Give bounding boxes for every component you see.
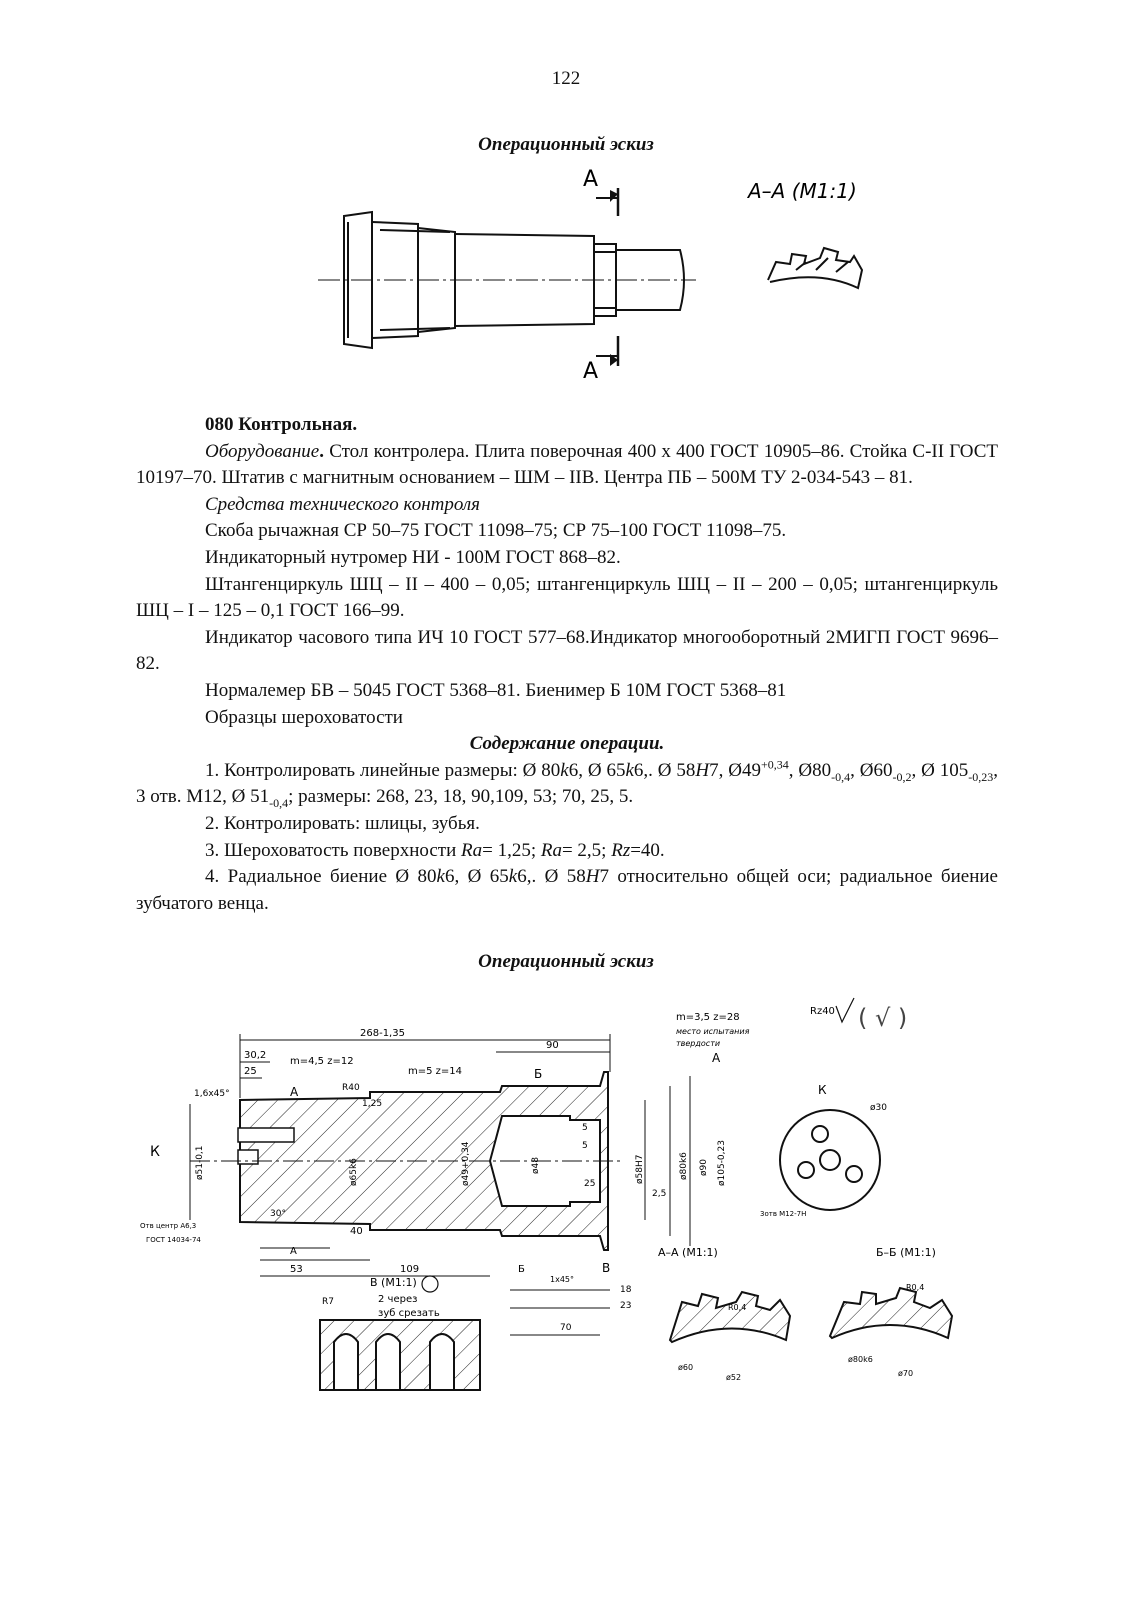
sketch-caption-top: Операционный эскиз <box>478 134 654 155</box>
dim-d58: ø58H7 <box>635 1154 645 1184</box>
dim-d80: ø80k6 <box>679 1152 689 1180</box>
dim-d49: ø49+0,34 <box>461 1141 471 1186</box>
equipment-label: Оборудование <box>205 440 320 462</box>
page-number: 122 <box>551 68 581 89</box>
dim-d65: ø65k6 <box>349 1158 359 1186</box>
svg-text:А: А <box>290 1246 297 1257</box>
svg-text:R40: R40 <box>342 1083 360 1093</box>
operation-item-2: 2. Контролировать: шлицы, зубья. <box>205 812 480 834</box>
operation-title: 080 Контрольная. <box>205 414 358 435</box>
svg-text:5: 5 <box>582 1141 588 1151</box>
svg-text:Б: Б <box>534 1067 543 1081</box>
dim-d90: ø90 <box>699 1159 709 1176</box>
svg-text:5: 5 <box>582 1123 588 1133</box>
svg-text:R0,4: R0,4 <box>728 1303 747 1312</box>
equipment-paragraph: Оборудование. Стол контролера. Плита поверочная 400 х 400 ГОСТ 10905–86. Стойка С-II ГОСТ 10197–70. Штатив с магнитным основанием – ШМ – IIВ. Центра ПБ – 500М ТУ 2-034-543 – 81. <box>136 440 998 489</box>
operation-item-3: 3. Шероховатость поверхности Ra= 1,25; Ra= 2,5; Rz=40. <box>205 839 665 861</box>
svg-text:1,25: 1,25 <box>362 1099 383 1109</box>
gear-spec-1: m=4,5 z=12 <box>290 1056 354 1067</box>
svg-text:30°: 30° <box>270 1209 286 1219</box>
content-heading: Содержание операции. <box>469 733 665 755</box>
view-k-label: К <box>150 1144 160 1160</box>
operation-item-4: 4. Радиальное биение Ø 80k6, Ø 65k6,. Ø 58H7 относительно общей оси; радиальное биение зубчатого венца. <box>136 866 998 914</box>
top-operation-sketch <box>300 158 880 390</box>
control-means-item: Индикатор часового типа ИЧ 10 ГОСТ 577–68.Индикатор многооборотный 2МИГП ГОСТ 9696–82. <box>136 626 998 675</box>
control-means-item: Образцы шероховатости <box>205 706 403 728</box>
control-means-item: Скоба рычажная СР 50–75 ГОСТ 11098–75; СР 75–100 ГОСТ 11098–75. <box>205 520 787 542</box>
svg-text:А: А <box>712 1051 721 1065</box>
svg-text:23: 23 <box>620 1301 632 1311</box>
svg-text:70: 70 <box>560 1323 572 1333</box>
note-cut-1: 2 через <box>378 1294 418 1305</box>
control-means-item: Штангенциркуль ШЦ – II – 400 – 0,05; штангенциркуль ШЦ – II – 200 – 0,05; штангенциркуль ШЦ – I – 125 – 0,1 ГОСТ 166–99. <box>136 573 998 622</box>
note-hardness-2: твердости <box>676 1039 721 1048</box>
note-hardness-1: место испытания <box>676 1027 750 1036</box>
svg-text:1х45°: 1х45° <box>550 1275 575 1284</box>
dim-d48: ø48 <box>531 1157 541 1174</box>
svg-text:18: 18 <box>620 1285 632 1295</box>
svg-text:ø52: ø52 <box>726 1373 742 1382</box>
svg-text:ø80k6: ø80k6 <box>848 1355 873 1364</box>
operation-description <box>136 412 998 917</box>
svg-text:53: 53 <box>290 1264 303 1275</box>
svg-text:R0,4: R0,4 <box>906 1283 925 1292</box>
svg-text:К: К <box>818 1083 827 1097</box>
svg-text:109: 109 <box>400 1264 420 1275</box>
svg-text:2,5: 2,5 <box>652 1189 667 1199</box>
sketch-caption-bottom: Операционный эскиз <box>478 951 654 972</box>
svg-text:Б: Б <box>518 1264 525 1275</box>
dim-d51: ø51-0,1 <box>195 1145 205 1180</box>
gear-spec-3: m=3,5 z=28 <box>676 1012 740 1023</box>
operation-item-1: 1. Контролировать линейные размеры: Ø 80k6, Ø 65k6,. Ø 58H7, $Ø49^{+0,34}$, $Ø80_{-0,4}$, $Ø60_{-0,2}$, Ø $105_{-0,23}$, 3 отв. М12, Ø $51_{-0,4}$; размеры: 268, 23, 18, 90,109, 53; 70, 25, 5. <box>136 757 998 811</box>
center-hole-note-1: Отв центр А6,3 <box>140 1222 197 1230</box>
equipment-text: Стол контролера. Плита поверочная 400 х 400 ГОСТ 10905–86. Стойка С-II ГОСТ 10197–70. Штатив с магнитным основанием – ШМ – IIВ. Центра ПБ – 500М ТУ 2-034-543 – 81. <box>136 440 998 489</box>
roughness-rz40: Rz40 <box>810 1006 835 1017</box>
dim-268: 268-1,35 <box>360 1028 405 1039</box>
dim-30-2: 30,2 <box>244 1050 267 1061</box>
svg-text:ø70: ø70 <box>898 1369 914 1378</box>
svg-text:ø30: ø30 <box>870 1103 887 1113</box>
center-hole-note-2: ГОСТ 14034-74 <box>146 1236 201 1244</box>
bottom-technical-drawing <box>130 990 1010 1440</box>
threads-note: 3отв М12-7Н <box>760 1210 807 1218</box>
svg-text:25: 25 <box>584 1179 596 1189</box>
dim-90: 90 <box>546 1040 559 1051</box>
control-means-item: Нормалемер БВ – 5045 ГОСТ 5368–81. Биенимер Б 10М ГОСТ 5368–81 <box>205 679 787 701</box>
svg-text:В: В <box>602 1261 611 1275</box>
section-aa-title: А–А (М1:1) <box>658 1246 718 1259</box>
control-means-item: Индикаторный нутромер НИ - 100М ГОСТ 868–82. <box>205 546 621 568</box>
section-bb-title: Б–Б (М1:1) <box>876 1246 936 1259</box>
svg-text:ø60: ø60 <box>678 1363 694 1372</box>
svg-text:А: А <box>290 1085 299 1099</box>
section-title-aa: А–А (М1:1) <box>748 179 857 203</box>
dim-d105: ø105-0,23 <box>717 1140 727 1186</box>
section-mark-bottom: А <box>583 359 599 384</box>
svg-text:R7: R7 <box>322 1297 334 1307</box>
svg-text:( √ ): ( √ ) <box>858 1004 908 1032</box>
chamfer: 1,6х45° <box>194 1089 230 1099</box>
note-cut-2: зуб срезать <box>378 1308 440 1319</box>
view-v-title: В (М1:1) <box>370 1276 417 1289</box>
dim-25: 25 <box>244 1066 257 1077</box>
gear-spec-2: m=5 z=14 <box>408 1066 463 1077</box>
svg-text:40: 40 <box>350 1226 363 1237</box>
control-means-label: Средства технического контроля <box>205 493 480 515</box>
section-mark-top: А <box>583 167 599 192</box>
